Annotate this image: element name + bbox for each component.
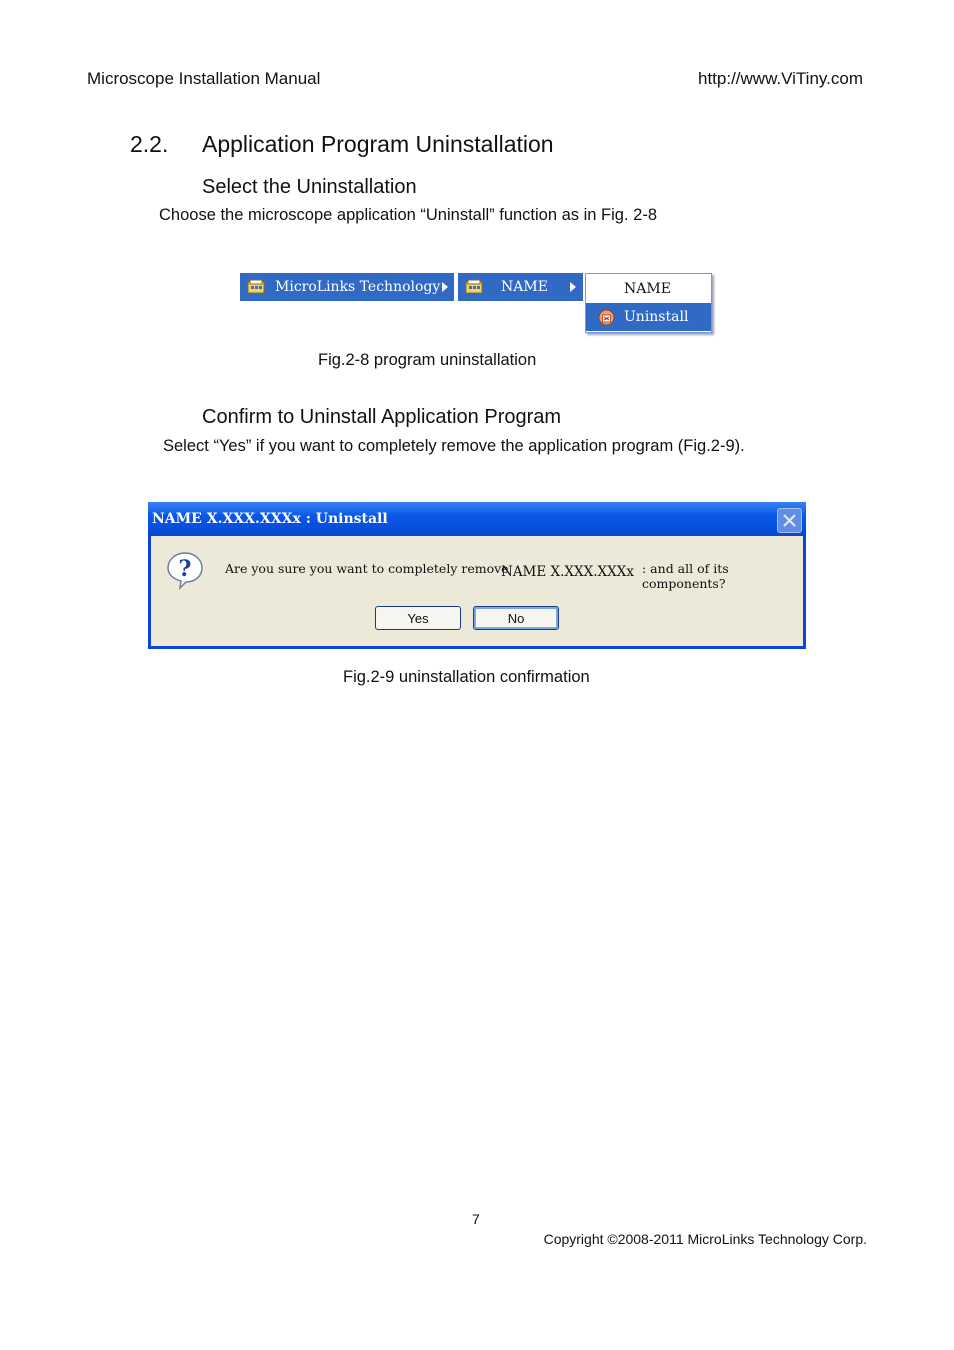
fig8-caption: Fig.2-8 program uninstallation: [318, 351, 537, 369]
uninstall-icon: [598, 309, 615, 326]
question-icon: [165, 550, 205, 590]
copyright: Copyright ©2008-2011 MicroLinks Technology Corp.: [543, 1231, 867, 1247]
menu-item-microlinks-label: MicroLinks Technology: [275, 279, 441, 295]
step1-heading: Select the Uninstallation: [202, 176, 417, 198]
dialog-message-app-name: NAME X.XXX.XXXx: [501, 564, 635, 580]
dialog-body: [151, 536, 803, 646]
dialog-title: NAME X.XXX.XXXx : Uninstall: [152, 511, 388, 527]
step1-text: Choose the microscope application “Uninstall” function as in Fig. 2-8: [159, 206, 657, 224]
program-group-icon: [247, 279, 265, 294]
header-url: http://www.ViTiny.com: [697, 69, 863, 88]
header-title: Microscope Installation Manual: [87, 69, 321, 88]
section-number: 2.2.: [130, 131, 169, 157]
menu-item-name-label: NAME: [501, 279, 548, 295]
fig9-caption: Fig.2-9 uninstallation confirmation: [343, 668, 590, 686]
dialog-message-part1: Are you sure you want to completely remove: [225, 561, 509, 576]
page-number: 7: [472, 1211, 480, 1227]
step2-heading: Confirm to Uninstall Application Program: [202, 406, 562, 428]
no-button[interactable]: No: [473, 606, 559, 630]
program-group-icon: [465, 279, 483, 294]
svg-text:?: ?: [178, 556, 192, 582]
close-icon: [778, 509, 801, 532]
menu-item-name[interactable]: [458, 273, 583, 301]
uninstall-dialog: [148, 502, 806, 649]
menu-item-microlinks[interactable]: [240, 273, 454, 301]
yes-button[interactable]: Yes: [375, 606, 461, 630]
submenu-arrow-icon: [570, 282, 576, 292]
submenu-item-name-label: NAME: [624, 281, 671, 297]
step2-text: Select “Yes” if you want to completely remove the application program (Fig.2-9).: [163, 437, 745, 455]
submenu-item-name[interactable]: [586, 275, 711, 302]
dialog-message-part3: : and all of its components?: [642, 561, 729, 591]
dialog-titlebar[interactable]: [148, 502, 806, 536]
section-title: Application Program Uninstallation: [202, 131, 554, 157]
program-submenu: [585, 273, 712, 333]
submenu-item-uninstall-label: Uninstall: [624, 309, 689, 325]
close-button[interactable]: [777, 508, 802, 533]
submenu-arrow-icon: [442, 282, 448, 292]
submenu-item-uninstall[interactable]: [586, 303, 711, 331]
